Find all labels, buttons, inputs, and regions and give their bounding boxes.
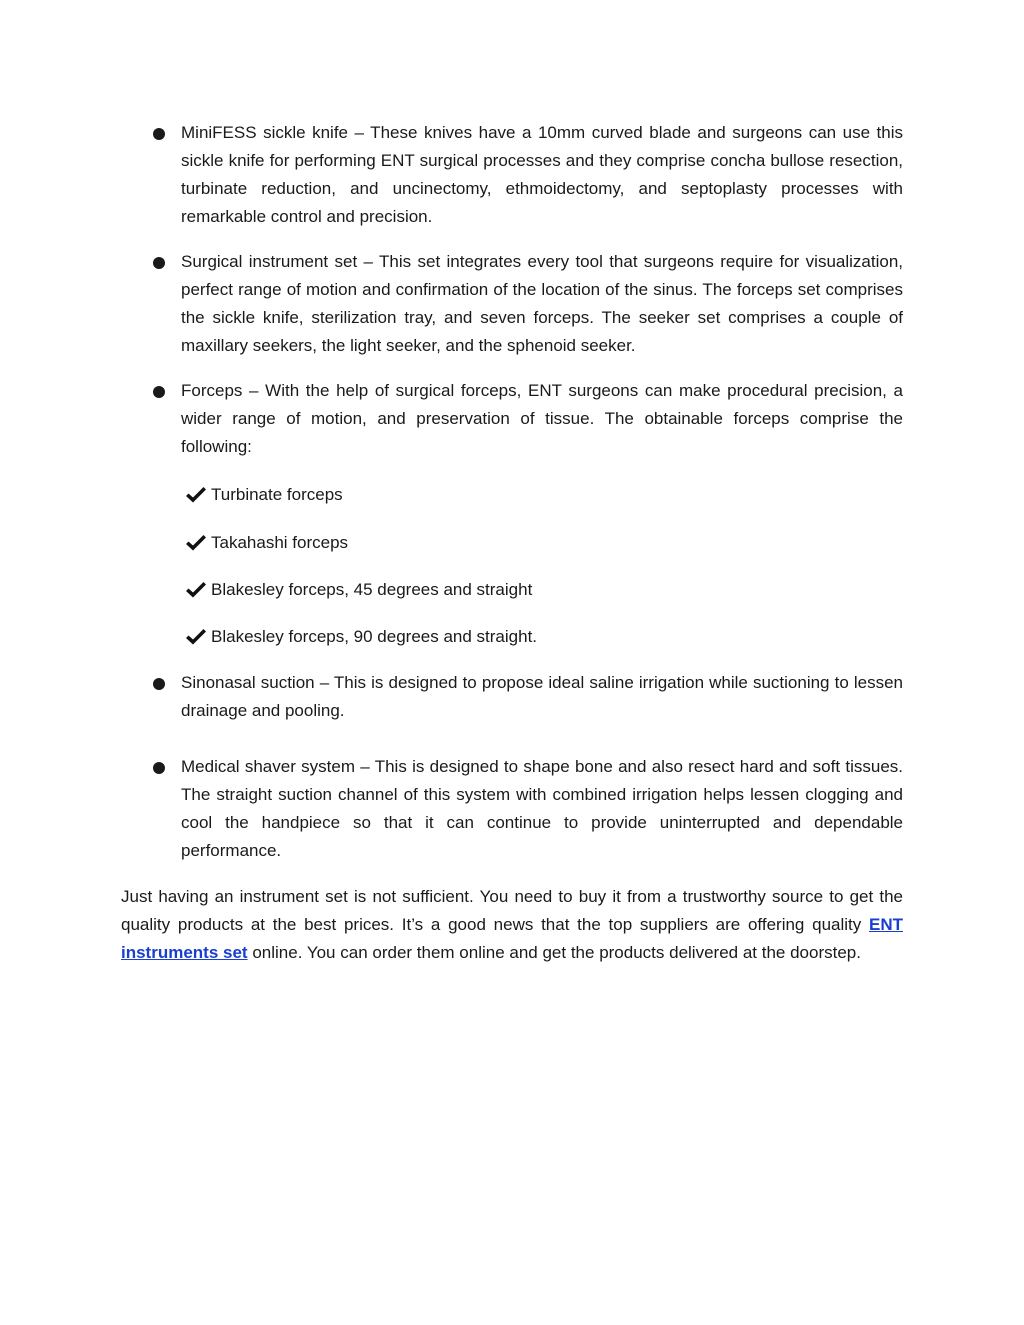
bullet-surgical-instrument-set: Surgical instrument set – This set integrates every tool that surgeons require for visualization, perfect range of motion and confirmation of the location of the sinus. The forceps set comprises the sickle knife, sterilization tray, and seven forceps. The seeker set comprises a couple of maxillary seekers, the light seeker, and the sphenoid seeker. (181, 252, 903, 355)
checkmark-icon (185, 581, 207, 599)
checkmark-icon (185, 534, 207, 552)
ent-instruments-set-link[interactable]: ENT instruments set (121, 915, 903, 962)
bullet-dot (153, 386, 165, 398)
check-item (185, 576, 532, 604)
bullet-dot (153, 678, 165, 690)
bullet-minifess-sickle-knife: MiniFESS sickle knife – These knives have a 10mm curved blade and surgeons can use this sickle knife for performing ENT surgical processes and they comprise concha bullose resection, turbinate reduction, and uncinectomy, ethmoidectomy, and septoplasty processes with remarkable control and precision. (181, 123, 903, 226)
bullet-sinonasal-suction: Sinonasal suction – This is designed to propose ideal saline irrigation while suctioning to lessen drainage and pooling. (181, 673, 903, 720)
check-item-label: Takahashi forceps (211, 533, 349, 552)
checkmark-icon (185, 628, 207, 646)
check-item-label: Blakesley forceps, 90 degrees and straight. (211, 627, 538, 646)
closing-text-before-link: Just having an instrument set is not sufficient. You need to buy it from a trustworthy source to get the quality products at the best prices. It’s a good news that the top suppliers are offering quality (121, 887, 903, 934)
bullet-dot (153, 128, 165, 140)
closing-paragraph (121, 883, 903, 967)
check-item (185, 623, 537, 651)
check-item (185, 481, 343, 509)
check-item (185, 529, 348, 557)
bullet-dot (153, 257, 165, 269)
check-item-label: Turbinate forceps (211, 485, 343, 504)
bullet-dot (153, 762, 165, 774)
check-item-label: Blakesley forceps, 45 degrees and straight (211, 580, 533, 599)
bullet-medical-shaver-system: Medical shaver system – This is designed to shape bone and also resect hard and soft tissues. The straight suction channel of this system with combined irrigation helps lessen clogging and cool the handpiece so that it can continue to provide uninterrupted and dependable performance. (181, 757, 903, 860)
closing-text-after-link: online. You can order them online and get the products delivered at the doorstep. (247, 943, 861, 962)
bullet-forceps: Forceps – With the help of surgical forceps, ENT surgeons can make procedural precision, a wider range of motion, and preservation of tissue. The obtainable forceps comprise the following: (181, 381, 903, 456)
checkmark-icon (185, 486, 207, 504)
